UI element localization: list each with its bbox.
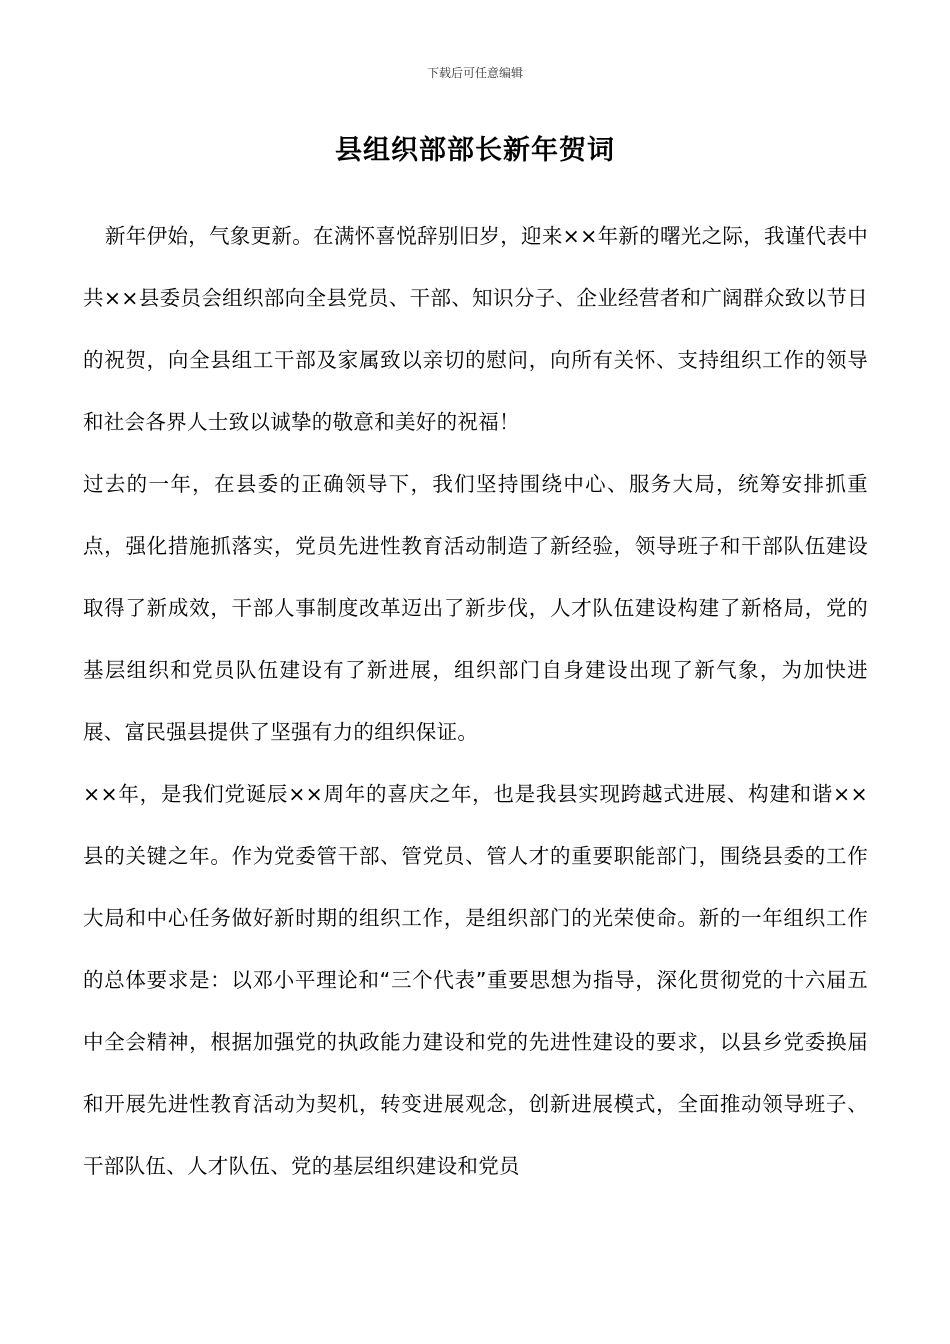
header-note: 下载后可任意编辑 [426,66,523,80]
document-body [83,205,868,1197]
document-title: 县组织部部长新年贺词 [335,135,615,166]
paragraph-1: 新年伊始，气象更新。在满怀喜悦辞别旧岁，迎来××年新的曙光之际，我谨代表中共××县委员会组织部向全县党员、干部、知识分子、企业经营者和广阔群众致以节日的祝贺，向全县组工干部及家属致以亲切的慰问，向所有关怀、支持组织工作的领导和社会各界人士致以诚挚的敬意和美好的祝福！ [83,224,868,434]
paragraph-3: ××年，是我们党诞辰××周年的喜庆之年，也是我县实现跨越式进展、构建和谐××县的关键之年。作为党委管干部、管党员、管人才的重要职能部门，围绕县委的工作大局和中心任务做好新时期的组织工作，是组织部门的光荣使命。新的一年组织工作的总体要求是：以邓小平理论和“三个代表”重要思想为指导，深化贯彻党的十六届五中全会精神，根据加强党的执政能力建设和党的先进性建设的要求，以县乡党委换届和开展先进性教育活动为契机，转变进展观念，创新进展模式，全面推动领导班子、干部队伍、人才队伍、党的基层组织建设和党员 [83,782,868,1178]
paragraph-2: 过去的一年，在县委的正确领导下，我们坚持围绕中心、服务大局，统筹安排抓重点，强化措施抓落实，党员先进性教育活动制造了新经验，领导班子和干部队伍建设取得了新成效，干部人事制度改革迈出了新步伐，人才队伍建设构建了新格局，党的基层组织和党员队伍建设有了新进展，组织部门自身建设出现了新气象，为加快进展、富民强县提供了坚强有力的组织保证。 [83,472,868,744]
